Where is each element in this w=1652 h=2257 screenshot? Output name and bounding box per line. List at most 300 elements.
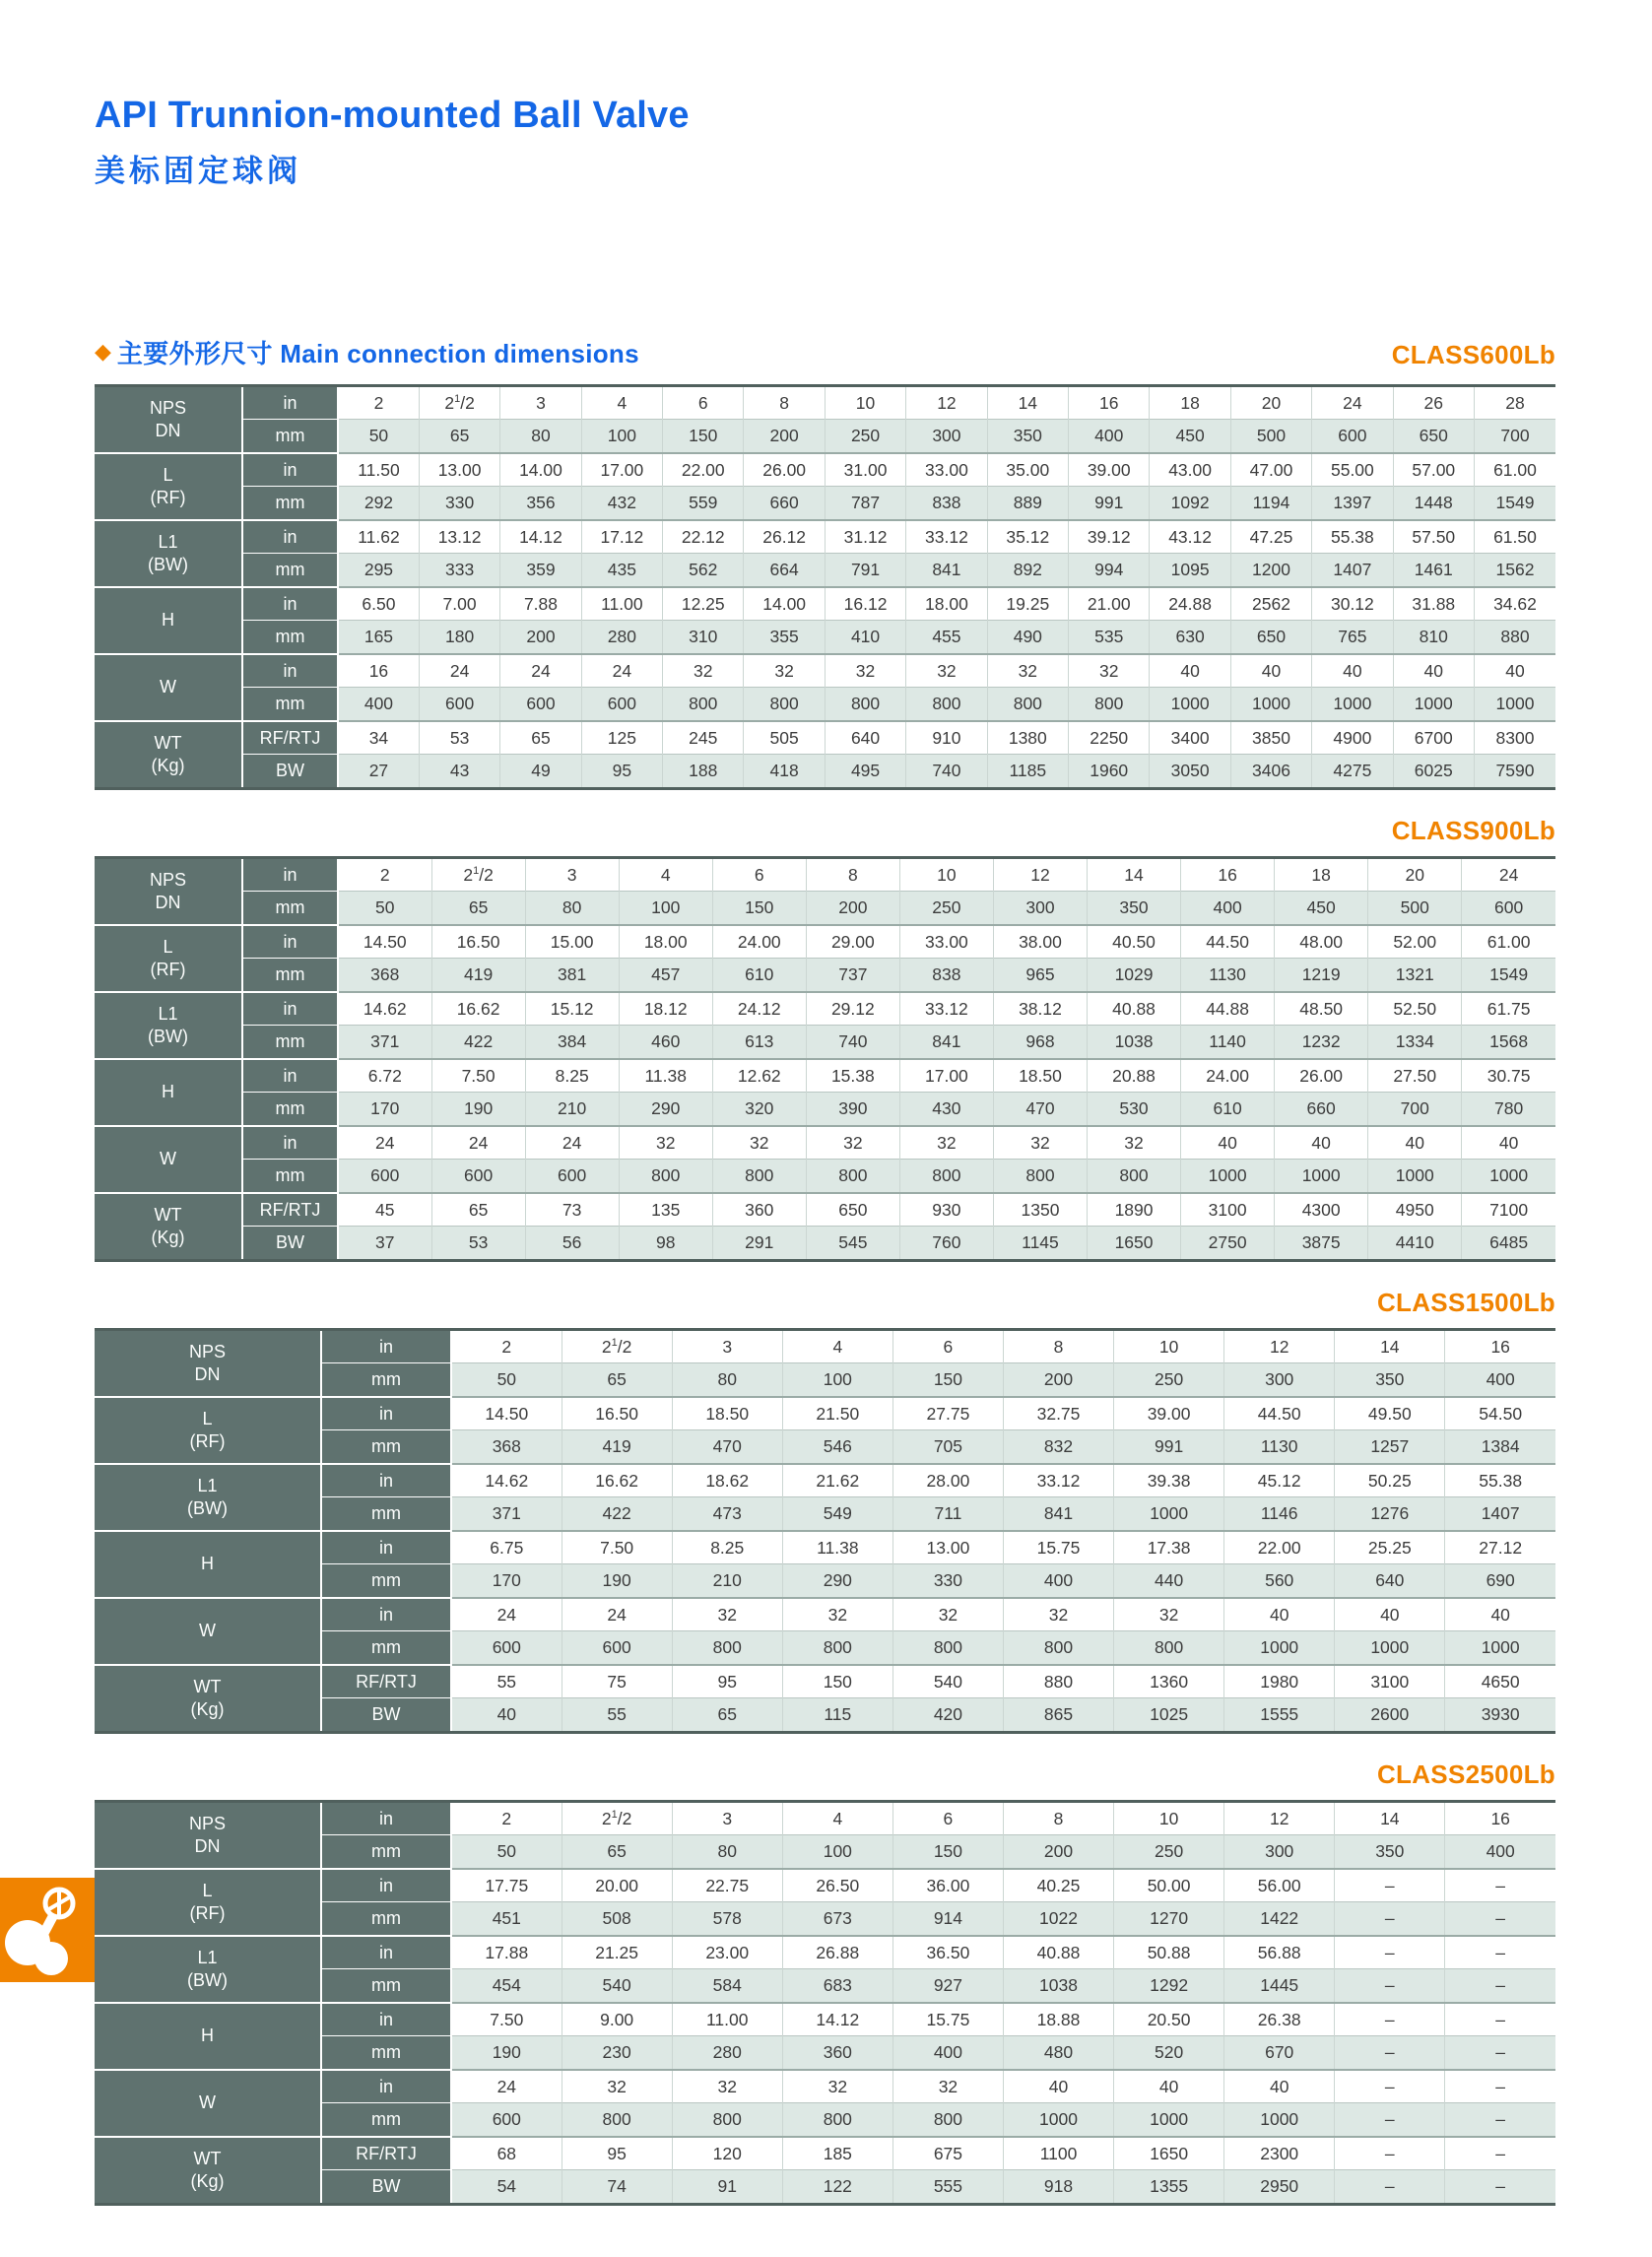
value-cell: 135 (619, 1193, 712, 1227)
value-cell: 14.00 (500, 453, 581, 487)
value-cell: – (1335, 2137, 1445, 2170)
row-label: L1 (BW) (95, 520, 242, 587)
section-title: 主要外形尺寸 Main connection dimensions (116, 338, 639, 368)
value-cell: 559 (663, 487, 744, 520)
value-cell: 33.12 (1003, 1464, 1113, 1497)
value-cell: 27 (338, 755, 419, 789)
value-cell: 32 (987, 654, 1068, 688)
unit-label: mm (242, 959, 338, 992)
value-cell: 300 (993, 892, 1087, 925)
value-cell: 330 (419, 487, 499, 520)
value-cell: 200 (744, 420, 825, 453)
unit-label: mm (242, 1160, 338, 1193)
value-cell: 420 (892, 1698, 1003, 1733)
value-cell: 50 (451, 1363, 562, 1397)
value-cell: 495 (825, 755, 905, 789)
value-cell: 125 (581, 721, 662, 755)
value-cell: 800 (744, 688, 825, 721)
value-cell: 841 (899, 1026, 993, 1059)
value-cell: 700 (1368, 1093, 1462, 1126)
unit-label: mm (242, 1093, 338, 1126)
value-cell: 3050 (1150, 755, 1230, 789)
value-cell: 800 (782, 1631, 892, 1665)
value-cell: 26.50 (782, 1869, 892, 1902)
value-cell: 24 (562, 1598, 672, 1631)
value-cell: 31.88 (1393, 587, 1474, 621)
value-cell: 24.12 (712, 992, 806, 1026)
value-cell: 32 (562, 2070, 672, 2103)
value-cell: 250 (825, 420, 905, 453)
value-cell: – (1335, 2070, 1445, 2103)
value-cell: 291 (712, 1227, 806, 1261)
value-cell: 80 (672, 1363, 782, 1397)
value-cell: 450 (1275, 892, 1368, 925)
value-cell: 470 (672, 1430, 782, 1464)
class1500lb-dimensions-table (95, 1328, 1555, 1734)
value-cell: 1000 (1003, 2103, 1113, 2137)
value-cell: 120 (672, 2137, 782, 2170)
value-cell: 21.62 (782, 1464, 892, 1497)
value-cell: 1200 (1230, 554, 1311, 587)
value-cell: 7.50 (451, 2003, 562, 2036)
value-cell: 61.00 (1474, 453, 1555, 487)
value-cell: 11.62 (338, 520, 419, 554)
row-label: NPS DN (95, 385, 242, 453)
value-cell: 45 (338, 1193, 431, 1227)
value-cell: 40 (451, 1698, 562, 1733)
column-header-cell: 6 (712, 857, 806, 892)
value-cell: 800 (1088, 1160, 1181, 1193)
value-cell: 838 (899, 959, 993, 992)
value-cell: 38.00 (993, 925, 1087, 959)
value-cell: 18.50 (672, 1397, 782, 1430)
value-cell: 1448 (1393, 487, 1474, 520)
column-header-cell: 26 (1393, 385, 1474, 420)
unit-label: BW (321, 2170, 451, 2205)
value-cell: 65 (419, 420, 499, 453)
value-cell: 50.25 (1335, 1464, 1445, 1497)
unit-label: BW (242, 755, 338, 789)
column-header-cell: 3 (672, 1801, 782, 1835)
value-cell: 610 (1181, 1093, 1275, 1126)
unit-label: mm (321, 2103, 451, 2137)
value-cell: 50.00 (1114, 1869, 1224, 1902)
column-header-cell: $2^1/2$ (562, 1329, 672, 1363)
value-cell: 23.00 (672, 1936, 782, 1969)
unit-label: in (242, 385, 338, 420)
value-cell: 11.00 (672, 2003, 782, 2036)
unit-label: in (242, 587, 338, 621)
value-cell: 430 (899, 1093, 993, 1126)
value-cell: 80 (500, 420, 581, 453)
value-cell: 400 (892, 2036, 1003, 2070)
unit-label: in (242, 1126, 338, 1160)
value-cell: 765 (1312, 621, 1393, 654)
unit-label: mm (242, 1026, 338, 1059)
value-cell: 889 (987, 487, 1068, 520)
value-cell: 355 (744, 621, 825, 654)
column-header-cell: 14 (1335, 1329, 1445, 1363)
value-cell: 381 (525, 959, 619, 992)
value-cell: 1038 (1003, 1969, 1113, 2003)
value-cell: 44.50 (1224, 1397, 1335, 1430)
value-cell: 418 (744, 755, 825, 789)
value-cell: 4650 (1445, 1665, 1555, 1698)
unit-label: mm (321, 1969, 451, 2003)
value-cell: 27.75 (892, 1397, 1003, 1430)
value-cell: 300 (1224, 1363, 1335, 1397)
value-cell: 300 (906, 420, 987, 453)
value-cell: 32.75 (1003, 1397, 1113, 1430)
value-cell: 7100 (1462, 1193, 1555, 1227)
value-cell: 350 (1335, 1363, 1445, 1397)
value-cell: 17.38 (1114, 1531, 1224, 1564)
column-header-cell: 16 (1445, 1801, 1555, 1835)
class900lb-dimensions-table (95, 856, 1555, 1262)
value-cell: 356 (500, 487, 581, 520)
value-cell: 74 (562, 2170, 672, 2205)
value-cell: 16.62 (431, 992, 525, 1026)
value-cell: 50 (451, 1835, 562, 1869)
section-header (95, 334, 1555, 370)
value-cell: 32 (672, 1598, 782, 1631)
value-cell: 48.50 (1275, 992, 1368, 1026)
value-cell: 1407 (1312, 554, 1393, 587)
value-cell: 95 (562, 2137, 672, 2170)
value-cell: 49 (500, 755, 581, 789)
value-cell: 190 (562, 1564, 672, 1598)
unit-label: in (321, 2070, 451, 2103)
value-cell: 36.50 (892, 1936, 1003, 1969)
value-cell: 180 (419, 621, 499, 654)
value-cell: 250 (899, 892, 993, 925)
value-cell: 800 (1069, 688, 1150, 721)
value-cell: 400 (1069, 420, 1150, 453)
value-cell: 1407 (1445, 1497, 1555, 1531)
value-cell: 95 (581, 755, 662, 789)
value-cell: 371 (451, 1497, 562, 1531)
value-cell: 737 (806, 959, 899, 992)
column-header-cell: 10 (1114, 1329, 1224, 1363)
value-cell: 1321 (1368, 959, 1462, 992)
value-cell: 800 (1003, 1631, 1113, 1665)
value-cell: 3400 (1150, 721, 1230, 755)
value-cell: 4900 (1312, 721, 1393, 755)
value-cell: 32 (782, 2070, 892, 2103)
value-cell: 473 (672, 1497, 782, 1531)
column-header-cell: 2 (338, 857, 431, 892)
value-cell: 1100 (1003, 2137, 1113, 2170)
value-cell: 1350 (993, 1193, 1087, 1227)
value-cell: 200 (806, 892, 899, 925)
value-cell: 56.88 (1224, 1936, 1335, 1969)
value-cell: 359 (500, 554, 581, 587)
value-cell: 22.12 (663, 520, 744, 554)
value-cell: 14.50 (451, 1397, 562, 1430)
row-label: L (RF) (95, 453, 242, 520)
value-cell: 40 (1312, 654, 1393, 688)
value-cell: 28.00 (892, 1464, 1003, 1497)
unit-label: in (242, 992, 338, 1026)
column-header-cell: 6 (663, 385, 744, 420)
value-cell: 1130 (1181, 959, 1275, 992)
value-cell: 1022 (1003, 1902, 1113, 1936)
value-cell: 44.50 (1181, 925, 1275, 959)
value-cell: 578 (672, 1902, 782, 1936)
value-cell: 65 (562, 1363, 672, 1397)
value-cell: 91 (672, 2170, 782, 2205)
value-cell: 54 (451, 2170, 562, 2205)
value-cell: 32 (782, 1598, 892, 1631)
value-cell: 450 (1150, 420, 1230, 453)
value-cell: 56 (525, 1227, 619, 1261)
value-cell: 190 (451, 2036, 562, 2070)
value-cell: 3930 (1445, 1698, 1555, 1733)
column-header-cell: 6 (892, 1329, 1003, 1363)
value-cell: 40 (1224, 2070, 1335, 2103)
value-cell: 630 (1150, 621, 1230, 654)
value-cell: – (1335, 1902, 1445, 1936)
value-cell: 1650 (1088, 1227, 1181, 1261)
value-cell: 40 (1114, 2070, 1224, 2103)
value-cell: 600 (581, 688, 662, 721)
unit-label: mm (321, 1430, 451, 1464)
value-cell: 12.25 (663, 587, 744, 621)
value-cell: 371 (338, 1026, 431, 1059)
value-cell: 13.12 (419, 520, 499, 554)
value-cell: 1555 (1224, 1698, 1335, 1733)
value-cell: 9.00 (562, 2003, 672, 2036)
value-cell: 6.50 (338, 587, 419, 621)
value-cell: 1568 (1462, 1026, 1555, 1059)
value-cell: 914 (892, 1902, 1003, 1936)
value-cell: 12.62 (712, 1059, 806, 1093)
row-label: WT (Kg) (95, 2137, 321, 2205)
value-cell: 1000 (1312, 688, 1393, 721)
value-cell: 16.50 (431, 925, 525, 959)
value-cell: – (1445, 2170, 1555, 2205)
column-header-cell: 14 (1335, 1801, 1445, 1835)
value-cell: 1000 (1114, 2103, 1224, 2137)
column-header-cell: 3 (525, 857, 619, 892)
value-cell: 410 (825, 621, 905, 654)
value-cell: 18.62 (672, 1464, 782, 1497)
value-cell: 350 (987, 420, 1068, 453)
value-cell: 455 (906, 621, 987, 654)
dimensions-table (95, 856, 1555, 1262)
value-cell: 17.12 (581, 520, 662, 554)
row-label: WT (Kg) (95, 721, 242, 789)
value-cell: 20.50 (1114, 2003, 1224, 2036)
value-cell: 32 (1069, 654, 1150, 688)
unit-label: RF/RTJ (242, 1193, 338, 1227)
unit-label: RF/RTJ (321, 1665, 451, 1698)
value-cell: 17.00 (581, 453, 662, 487)
value-cell: 14.62 (338, 992, 431, 1026)
unit-label: RF/RTJ (321, 2137, 451, 2170)
unit-label: mm (242, 621, 338, 654)
value-cell: 24 (500, 654, 581, 688)
value-cell: 200 (1003, 1363, 1113, 1397)
value-cell: 454 (451, 1969, 562, 2003)
value-cell: 32 (672, 2070, 782, 2103)
value-cell: 918 (1003, 2170, 1113, 2205)
value-cell: 400 (1445, 1835, 1555, 1869)
value-cell: 1980 (1224, 1665, 1335, 1698)
value-cell: 1000 (1150, 688, 1230, 721)
unit-label: in (321, 1869, 451, 1902)
value-cell: 2250 (1069, 721, 1150, 755)
value-cell: 24 (338, 1126, 431, 1160)
value-cell: 1000 (1181, 1160, 1275, 1193)
value-cell: 34 (338, 721, 419, 755)
value-cell: 24 (431, 1126, 525, 1160)
unit-label: in (242, 925, 338, 959)
value-cell: 600 (451, 2103, 562, 2137)
value-cell: 32 (619, 1126, 712, 1160)
value-cell: 20.00 (562, 1869, 672, 1902)
column-header-cell: 12 (993, 857, 1087, 892)
value-cell: 24.88 (1150, 587, 1230, 621)
value-cell: 100 (782, 1363, 892, 1397)
value-cell: 1000 (1224, 1631, 1335, 1665)
value-cell: 295 (338, 554, 419, 587)
value-cell: 1380 (987, 721, 1068, 755)
value-cell: 40.25 (1003, 1869, 1113, 1902)
value-cell: 18.00 (619, 925, 712, 959)
row-label: H (95, 1059, 242, 1126)
value-cell: 760 (899, 1227, 993, 1261)
value-cell: 39.38 (1114, 1464, 1224, 1497)
unit-label: mm (321, 1631, 451, 1665)
value-cell: 1185 (987, 755, 1068, 789)
value-cell: 435 (581, 554, 662, 587)
value-cell: 100 (619, 892, 712, 925)
value-cell: 838 (906, 487, 987, 520)
value-cell: 1270 (1114, 1902, 1224, 1936)
value-cell: 190 (431, 1093, 525, 1126)
value-cell: 1092 (1150, 487, 1230, 520)
class900lb-label: CLASS900Lb (1391, 815, 1555, 845)
value-cell: 30.75 (1462, 1059, 1555, 1093)
value-cell: 841 (1003, 1497, 1113, 1531)
column-header-cell: $2^1/2$ (431, 857, 525, 892)
value-cell: 40.50 (1088, 925, 1181, 959)
value-cell: 810 (1393, 621, 1474, 654)
value-cell: 791 (825, 554, 905, 587)
dimensions-table (95, 1328, 1555, 1734)
value-cell: 683 (782, 1969, 892, 2003)
value-cell: 690 (1445, 1564, 1555, 1598)
value-cell: 32 (1088, 1126, 1181, 1160)
value-cell: 6.72 (338, 1059, 431, 1093)
value-cell: 480 (1003, 2036, 1113, 2070)
value-cell: 1890 (1088, 1193, 1181, 1227)
value-cell: 457 (619, 959, 712, 992)
value-cell: 32 (1003, 1598, 1113, 1631)
value-cell: – (1335, 1969, 1445, 2003)
value-cell: 832 (1003, 1430, 1113, 1464)
value-cell: 40.88 (1003, 1936, 1113, 1969)
value-cell: 230 (562, 2036, 672, 2070)
value-cell: 880 (1003, 1665, 1113, 1698)
unit-label: in (321, 1464, 451, 1497)
value-cell: 40 (1181, 1126, 1275, 1160)
value-cell: 800 (562, 2103, 672, 2137)
value-cell: 30.12 (1312, 587, 1393, 621)
value-cell: – (1445, 2070, 1555, 2103)
row-label: W (95, 654, 242, 721)
value-cell: 1219 (1275, 959, 1368, 992)
value-cell: – (1445, 1902, 1555, 1936)
value-cell: – (1335, 1869, 1445, 1902)
unit-label: mm (242, 688, 338, 721)
value-cell: 14.50 (338, 925, 431, 959)
value-cell: 33.12 (906, 520, 987, 554)
value-cell: 33.00 (906, 453, 987, 487)
value-cell: 1140 (1181, 1026, 1275, 1059)
value-cell: 32 (892, 2070, 1003, 2103)
value-cell: 290 (619, 1093, 712, 1126)
value-cell: 2950 (1224, 2170, 1335, 2205)
value-cell: 780 (1462, 1093, 1555, 1126)
value-cell: 800 (906, 688, 987, 721)
value-cell: – (1445, 2103, 1555, 2137)
value-cell: 968 (993, 1026, 1087, 1059)
class600lb-dimensions-table (95, 384, 1555, 790)
column-header-cell: 2 (338, 385, 419, 420)
value-cell: 650 (1230, 621, 1311, 654)
value-cell: 53 (419, 721, 499, 755)
value-cell: 368 (451, 1430, 562, 1464)
value-cell: 15.38 (806, 1059, 899, 1093)
value-cell: 6700 (1393, 721, 1474, 755)
value-cell: 400 (1445, 1363, 1555, 1397)
value-cell: 73 (525, 1193, 619, 1227)
unit-label: in (321, 1397, 451, 1430)
unit-label: BW (242, 1227, 338, 1261)
value-cell: 400 (1181, 892, 1275, 925)
value-cell: 32 (744, 654, 825, 688)
value-cell: 562 (663, 554, 744, 587)
column-header-cell: 14 (1088, 857, 1181, 892)
value-cell: 61.75 (1462, 992, 1555, 1026)
value-cell: 24.00 (1181, 1059, 1275, 1093)
value-cell: 400 (338, 688, 419, 721)
value-cell: 292 (338, 487, 419, 520)
unit-label: mm (321, 1835, 451, 1869)
value-cell: 660 (744, 487, 825, 520)
value-cell: 48.00 (1275, 925, 1368, 959)
value-cell: 15.12 (525, 992, 619, 1026)
value-cell: 57.00 (1393, 453, 1474, 487)
value-cell: 673 (782, 1902, 892, 1936)
value-cell: 25.25 (1335, 1531, 1445, 1564)
value-cell: 21.00 (1069, 587, 1150, 621)
value-cell: 1960 (1069, 755, 1150, 789)
value-cell: 65 (500, 721, 581, 755)
column-header-cell: 16 (1181, 857, 1275, 892)
value-cell: 57.50 (1393, 520, 1474, 554)
unit-label: in (242, 1059, 338, 1093)
value-cell: 505 (744, 721, 825, 755)
value-cell: 17.00 (899, 1059, 993, 1093)
value-cell: 29.12 (806, 992, 899, 1026)
value-cell: 1146 (1224, 1497, 1335, 1531)
value-cell: 65 (562, 1835, 672, 1869)
value-cell: 800 (825, 688, 905, 721)
value-cell: 540 (562, 1969, 672, 2003)
